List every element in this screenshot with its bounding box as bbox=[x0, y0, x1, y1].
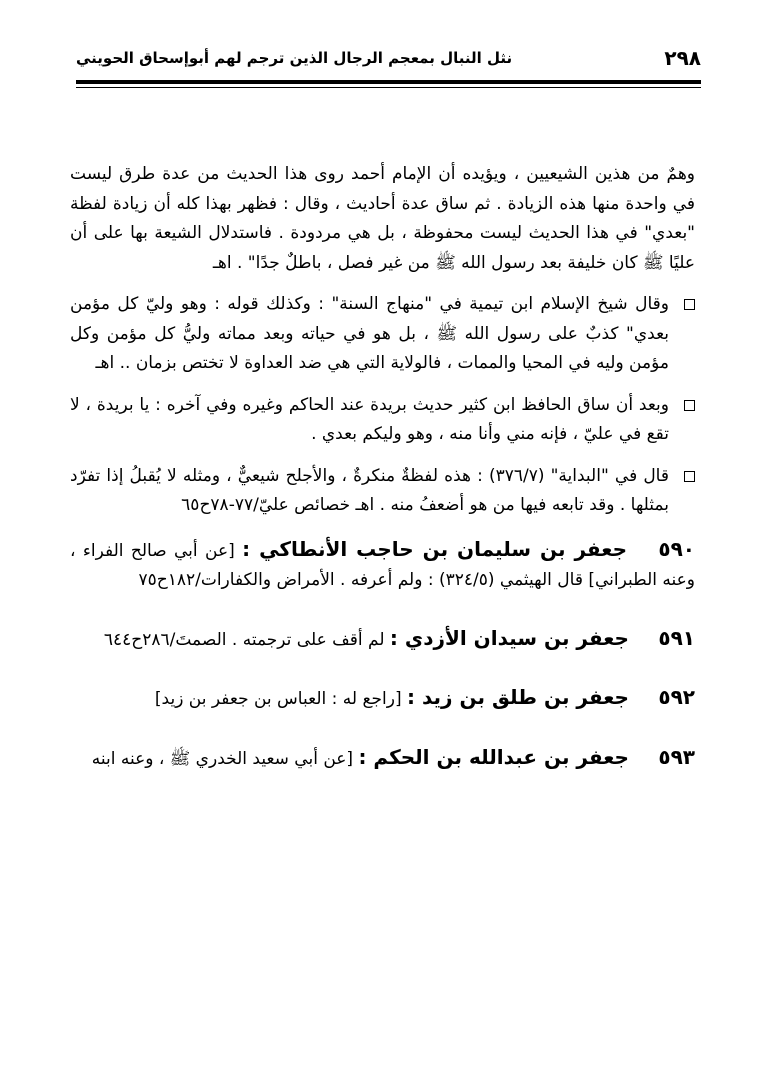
bullet-text: قال في "البداية" (٣٧٦/٧) : هذه لفظةٌ منكرةٌ ، والأجلح شيعيٌّ ، ومثله لا يُقبلُ إذا تفرّد بمثلها . وقد تابعه فيها من هو أضعفُ منه . اهـ خصائص عليّ/٧٧-٧٨ح٦٥ bbox=[70, 465, 669, 515]
entry-text: لم أقف على ترجمته . الصمتَ/٢٨٦ح٦٤٤ bbox=[103, 629, 385, 650]
entry-text: [راجع له : العباس بن جعفر بن زيد] bbox=[154, 689, 402, 709]
bullet-text: وقال شيخ الإسلام ابن تيمية في "منهاج السنة" : وكذلك قوله : وهو وليّ كل مؤمن بعدي" كذبٌ على رسول الله ﷺ ، بل هو في حياته وبعد مماته وليُّ كل مؤمن وكل مؤمن وليه في المحيا والممات ، فالولاية التي هي ضد العداوة لا تختص بزمان .. اهـ bbox=[70, 294, 669, 373]
entry-number: ٥٩٢ bbox=[658, 685, 695, 709]
entry-text: [عن أبي صالح الفراء ، وعنه الطبراني] قال الهيثمي (٣٢٤/٥) : ولم أعرفه . الأمراض والكفارات/١٨٢ح٧٥ bbox=[70, 540, 695, 590]
entry-text: [عن أبي سعيد الخدري ﷺ ، وعنه ابنه bbox=[91, 748, 354, 769]
intro-paragraph: وهمٌ من هذين الشيعيين ، ويؤيده أن الإمام أحمد روى هذا الحديث من عدة طرق ليست في واحدة منها هذه الزيادة . ثم ساق عدة أحاديث ، وقال : فظهر بهذا كله أن زيادة لفظة "بعدي" في هذا الحديث ليست محفوظة ، بل هي مردودة . فاستدلال الشيعة بها على أن عليًا ﷺ كان خليفة بعد رسول الله ﷺ من غير فصل ، باطلٌ جدًا" . اهـ bbox=[70, 164, 695, 273]
entry-name: جعفر بن سليمان بن حاجب الأنطاكي : bbox=[242, 536, 627, 561]
entry-592 bbox=[70, 683, 695, 715]
entry-number: ٥٩١ bbox=[658, 625, 695, 650]
entry-593 bbox=[70, 743, 695, 775]
entry-name: جعفر بن سيدان الأزدي : bbox=[389, 625, 629, 650]
header-rule-thin bbox=[76, 87, 701, 88]
header-rule-thick bbox=[76, 80, 701, 84]
entry-590 bbox=[70, 535, 695, 596]
page-header bbox=[76, 38, 701, 78]
checkbox-bullet-icon bbox=[684, 299, 695, 310]
checkbox-bullet-icon bbox=[684, 400, 695, 411]
page-content bbox=[70, 160, 695, 774]
entry-591 bbox=[70, 624, 695, 656]
entry-number: ٥٩٣ bbox=[658, 744, 695, 769]
entry-number: ٥٩٠ bbox=[658, 536, 695, 561]
page-number: ٢٩٨ bbox=[664, 46, 701, 70]
bullet-item-ibn-kathir bbox=[70, 391, 695, 450]
checkbox-bullet-icon bbox=[684, 471, 695, 482]
entry-name: جعفر بن طلق بن زيد : bbox=[406, 685, 629, 709]
bullet-text: وبعد أن ساق الحافظ ابن كثير حديث بريدة عند الحاكم وغيره وفي آخره : يا بريدة ، لا تقع في عليّ ، فإنه مني وأنا منه ، وهو وليكم بعدي . bbox=[70, 394, 669, 444]
entry-name: جعفر بن عبدالله بن الحكم : bbox=[358, 744, 629, 769]
bullet-item-bidayah bbox=[70, 462, 695, 521]
running-title: نثل النبال بمعجم الرجال الذين ترجم لهم أبوإسحاق الحويني bbox=[76, 49, 513, 67]
bullet-item-ibn-taymiyyah bbox=[70, 290, 695, 379]
